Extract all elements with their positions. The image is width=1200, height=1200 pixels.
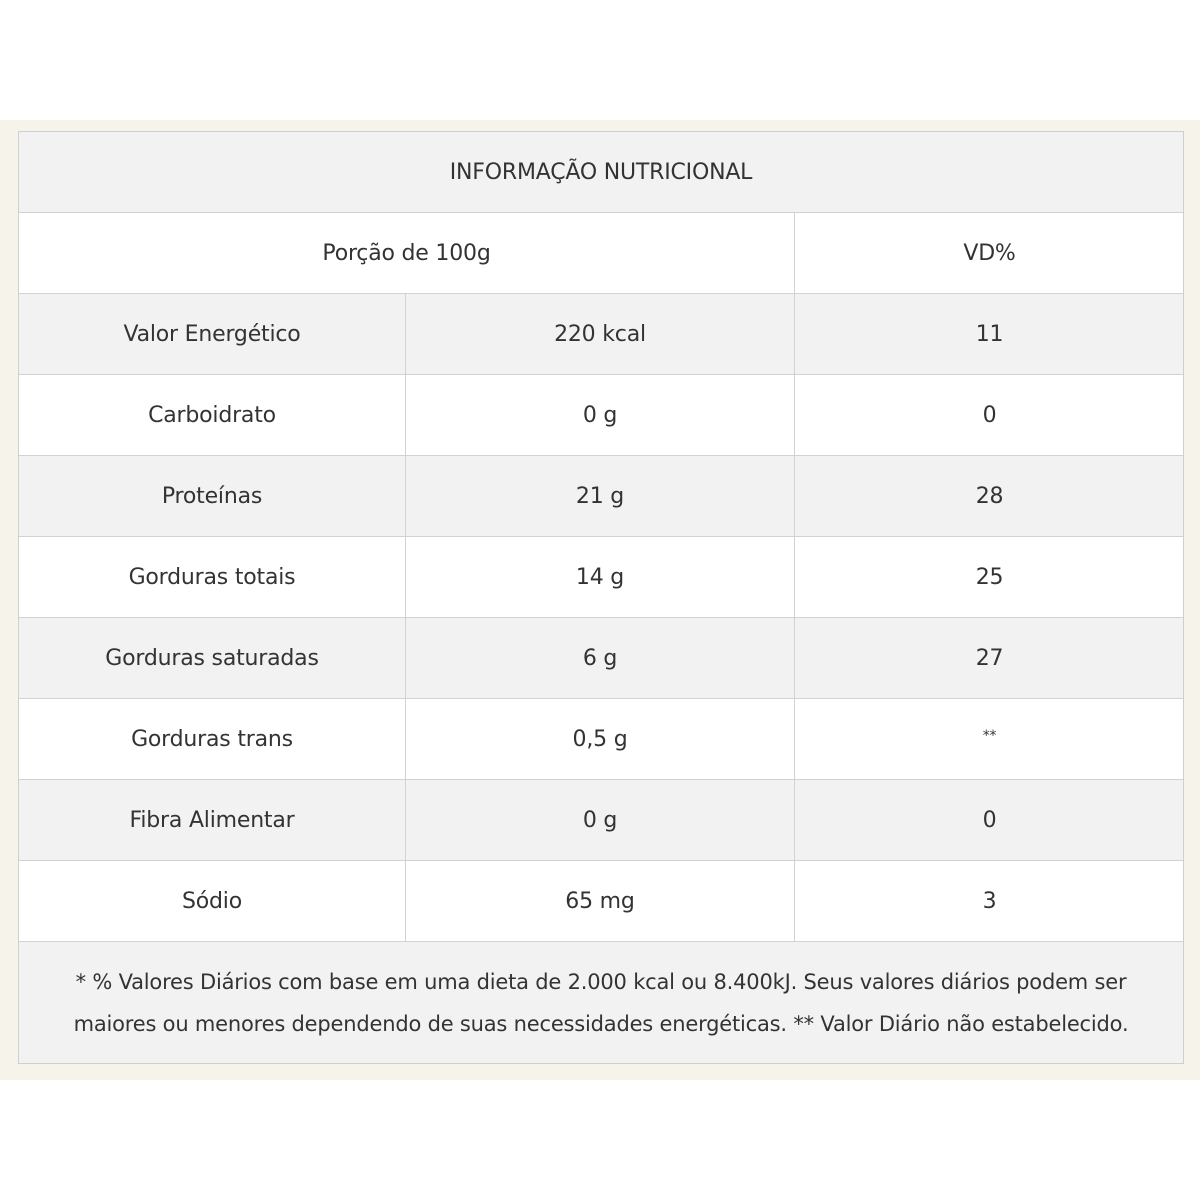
nutrient-name: Proteínas (19, 456, 406, 536)
table-row (19, 294, 1183, 375)
nutrient-amount: 6 g (406, 618, 795, 698)
vd-header: VD% (963, 240, 1016, 266)
nutrient-amount: 0 g (406, 780, 795, 860)
portion-header: Porção de 100g (19, 213, 795, 293)
nutrient-name: Sódio (19, 861, 406, 941)
table-title: INFORMAÇÃO NUTRICIONAL (19, 132, 1183, 213)
nutrient-amount: 220 kcal (406, 294, 795, 374)
nutrition-table (18, 131, 1184, 1064)
nutrient-vd: 0 (982, 807, 997, 833)
nutrient-amount: 0 g (406, 375, 795, 455)
table-row (19, 780, 1183, 861)
nutrient-name: Gorduras saturadas (19, 618, 406, 698)
table-row (19, 618, 1183, 699)
table-row (19, 456, 1183, 537)
nutrient-amount: 65 mg (406, 861, 795, 941)
nutrient-amount: 14 g (406, 537, 795, 617)
nutrient-name: Carboidrato (19, 375, 406, 455)
footnote (19, 942, 1183, 1063)
nutrient-vd: 0 (982, 402, 997, 428)
nutrient-amount: 0,5 g (406, 699, 795, 779)
nutrient-vd: 28 (975, 483, 1004, 509)
nutrient-name: Gorduras trans (19, 699, 406, 779)
nutrient-name: Valor Energético (19, 294, 406, 374)
table-row (19, 861, 1183, 942)
table-row (19, 537, 1183, 618)
table-header-row (19, 213, 1183, 294)
footnote-text: * % Valores Diários com base em uma dieta de 2.000 kcal ou 8.400kJ. Seus valores diários podem ser maiores ou menores dependendo de suas necessidades energéticas. ** Valor Diário não estabelecido. (73, 969, 1129, 1036)
table-row (19, 375, 1183, 456)
table-row (19, 699, 1183, 780)
nutrient-name: Gorduras totais (19, 537, 406, 617)
nutrient-vd: 27 (975, 645, 1004, 671)
nutrient-vd: 3 (982, 888, 997, 914)
nutrient-vd: 11 (975, 321, 1004, 347)
nutrient-amount: 21 g (406, 456, 795, 536)
nutrient-vd: ** (982, 728, 997, 744)
nutrient-name: Fibra Alimentar (19, 780, 406, 860)
nutrient-vd: 25 (975, 564, 1004, 590)
